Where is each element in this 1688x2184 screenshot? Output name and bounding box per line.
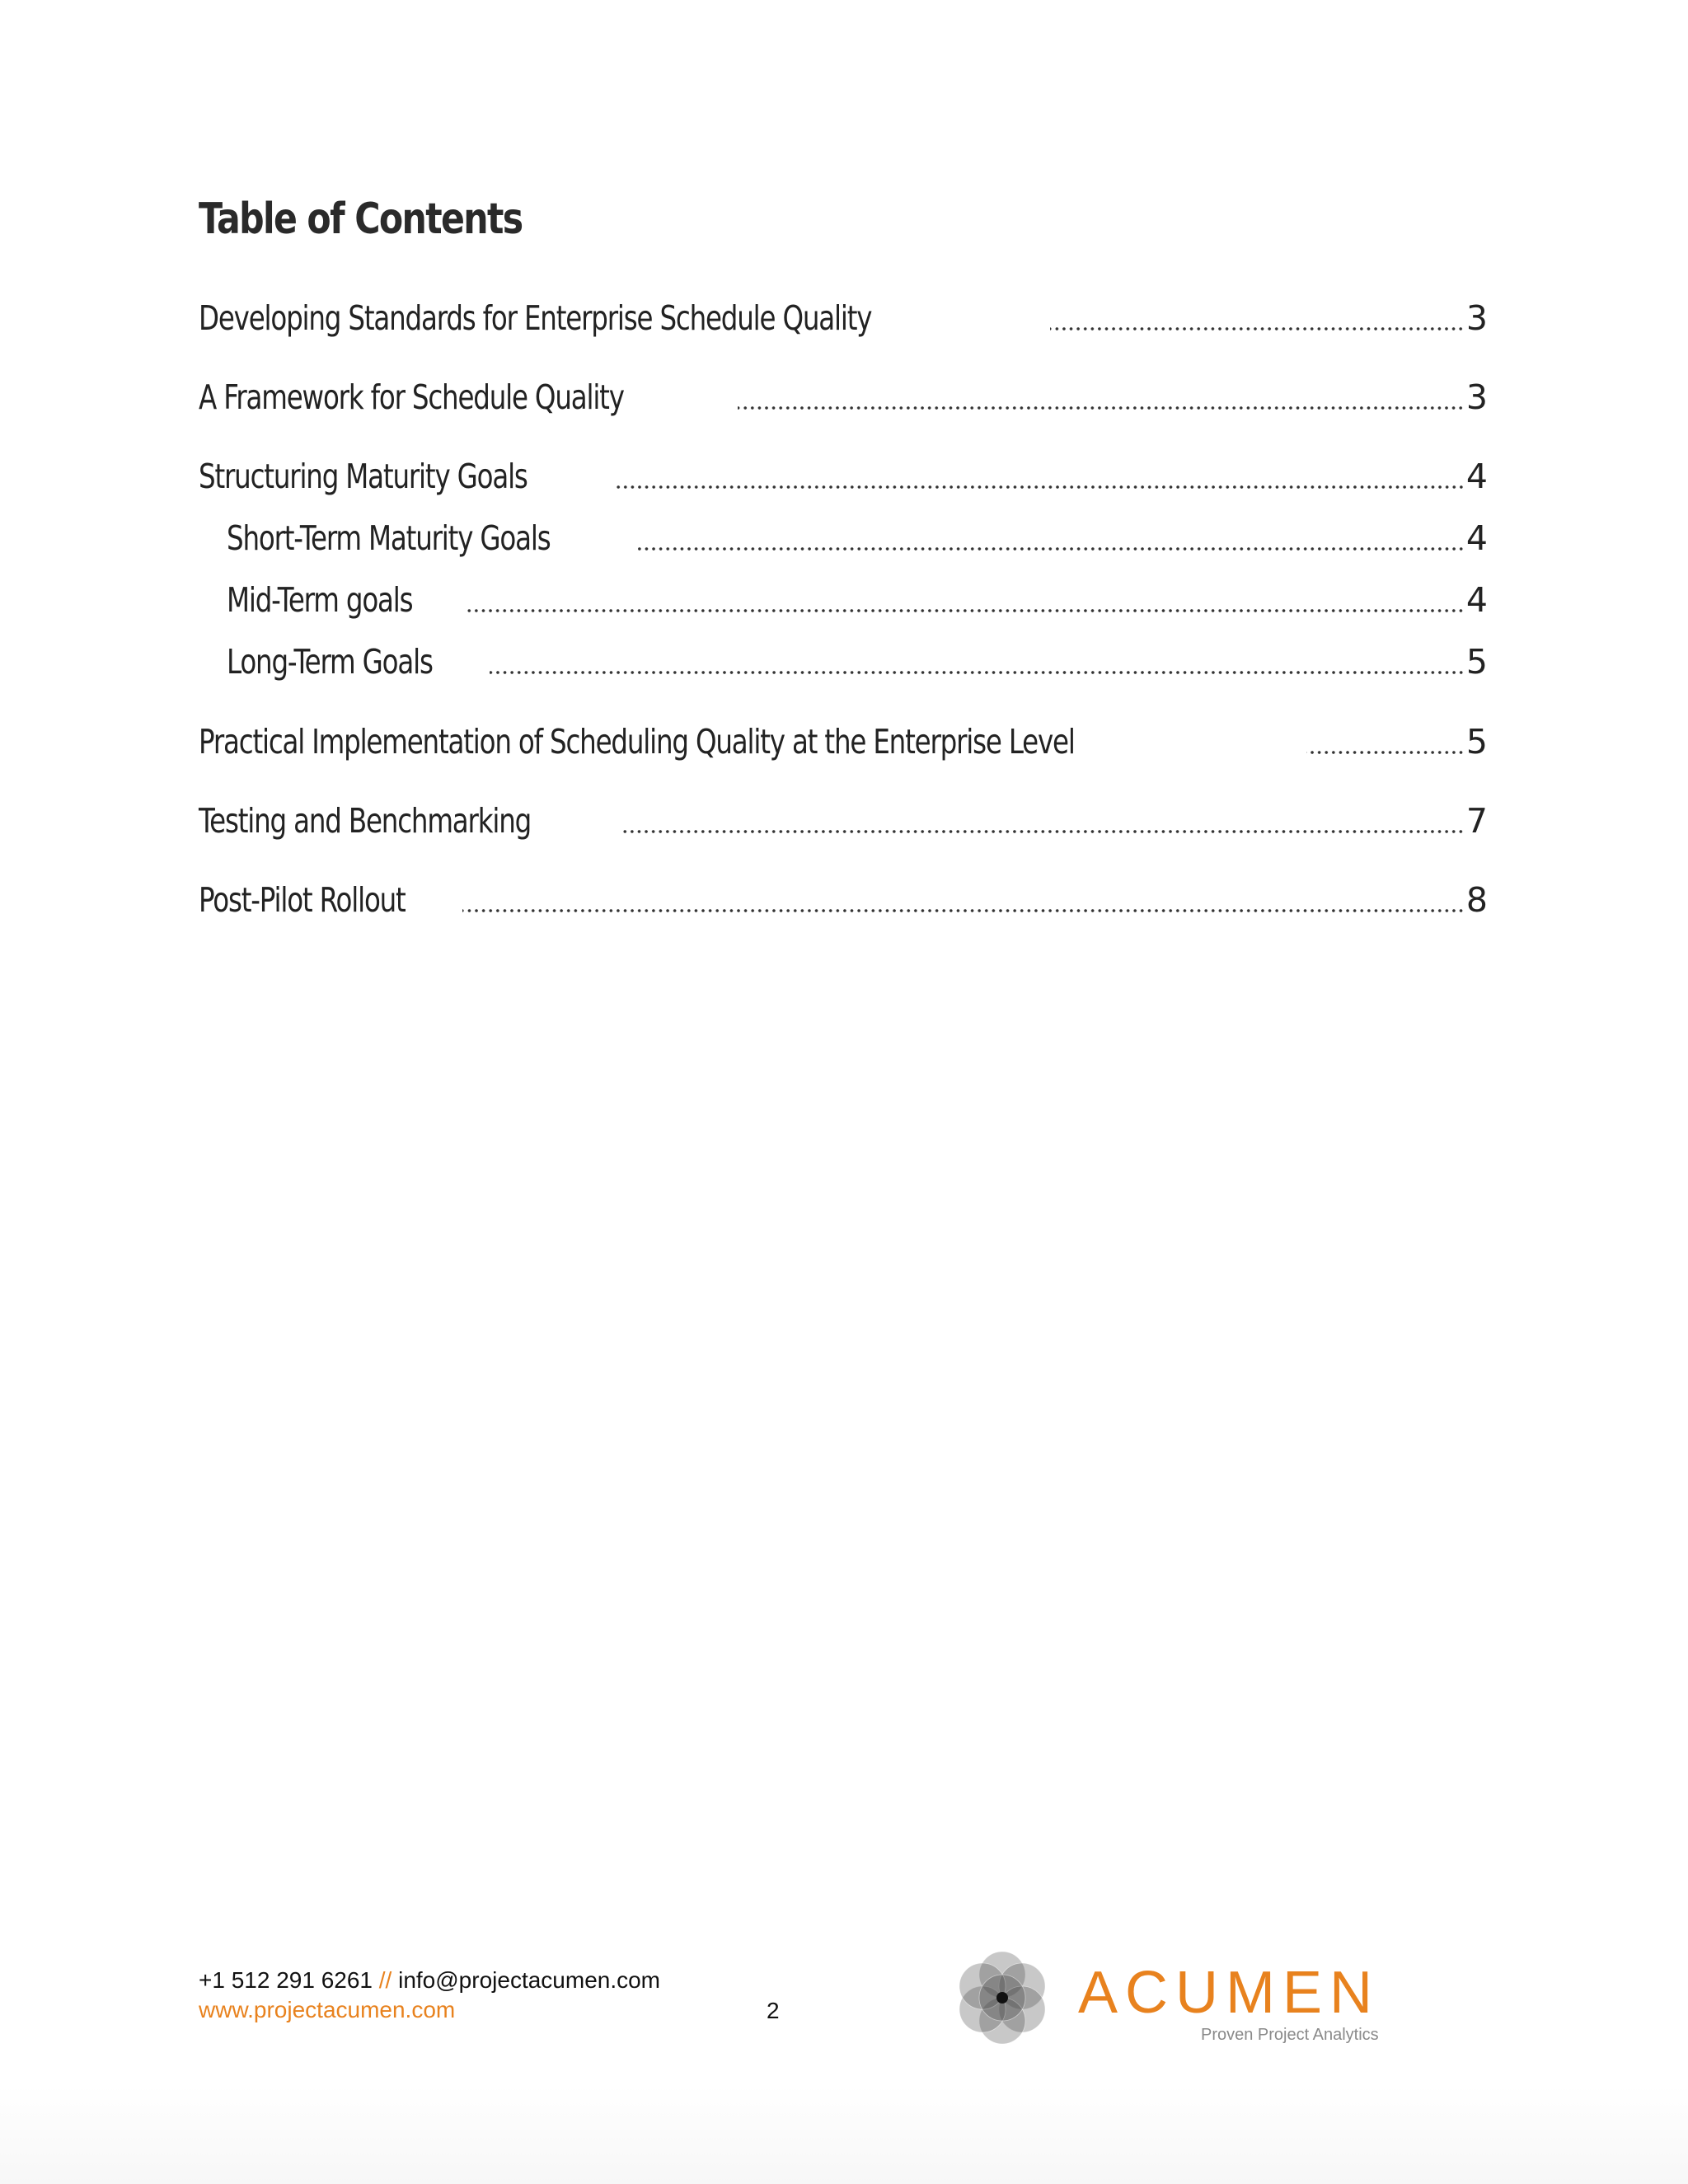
toc-dot-leader [638, 547, 1465, 551]
toc-entry-text: Mid-Term goals [227, 580, 413, 620]
toc-page-number: 7 [1465, 801, 1488, 841]
toc-entry-text: Post-Pilot Rollout [199, 880, 406, 920]
acumen-logo-tagline: Proven Project Analytics [1201, 2026, 1379, 2044]
footer-website-link[interactable]: www.projectacumen.com [199, 1997, 456, 2022]
footer-phone: +1 512 291 6261 [199, 1967, 373, 1993]
page-number: 2 [767, 1998, 780, 2023]
toc-entry-text: Structuring Maturity Goals [199, 457, 528, 496]
toc-page-number: 4 [1465, 580, 1488, 620]
toc-entry-short-term-goals[interactable] [227, 509, 1488, 558]
toc-dot-leader [1306, 751, 1465, 754]
toc-entry-text: Long-Term Goals [227, 642, 433, 682]
toc-entry-structuring-maturity-goals[interactable] [199, 447, 1488, 496]
toc-dot-leader [621, 830, 1465, 833]
toc-page-number: 4 [1465, 518, 1488, 558]
toc-page-number: 4 [1465, 457, 1488, 496]
page-background-fade [0, 2085, 1688, 2184]
toc-entry-mid-term-goals[interactable] [227, 570, 1488, 620]
toc-entry-post-pilot-rollout[interactable] [199, 870, 1488, 920]
toc-entry-framework[interactable] [199, 368, 1488, 417]
toc-dot-leader [464, 609, 1465, 612]
acumen-logo-wordmark: ACUMEN [1078, 1960, 1381, 2026]
toc-page-number: 5 [1465, 722, 1488, 762]
footer-email-link[interactable]: info@projectacumen.com [398, 1967, 661, 1993]
toc-dot-leader [617, 485, 1465, 489]
toc-entry-practical-implementation[interactable] [199, 712, 1488, 762]
acumen-flower-logo-icon [945, 1940, 1060, 2055]
toc-entry-developing-standards[interactable] [199, 288, 1488, 338]
toc-entry-text: A Framework for Schedule Quality [199, 377, 624, 417]
toc-entry-testing-benchmarking[interactable] [199, 791, 1488, 841]
toc-dot-leader [1050, 327, 1464, 330]
toc-dot-leader [738, 406, 1464, 410]
toc-entry-text: Developing Standards for Enterprise Schedule Quality [199, 298, 872, 338]
toc-page-number: 3 [1465, 298, 1488, 338]
toc-entry-long-term-goals[interactable] [227, 632, 1488, 682]
toc-entry-text: Testing and Benchmarking [199, 801, 532, 841]
toc-page-number: 8 [1465, 880, 1488, 920]
footer-contact-line [199, 1966, 660, 1994]
toc-entry-text: Practical Implementation of Scheduling Quality at the Enterprise Level [199, 722, 1075, 762]
toc-page-number: 5 [1465, 642, 1488, 682]
toc-dot-leader [490, 671, 1465, 674]
toc-title: Table of Contents [199, 194, 523, 244]
toc-page-number: 3 [1465, 377, 1488, 417]
toc-dot-leader [462, 909, 1465, 912]
footer-separator: // [378, 1967, 392, 1993]
toc-entry-text: Short-Term Maturity Goals [227, 518, 551, 558]
